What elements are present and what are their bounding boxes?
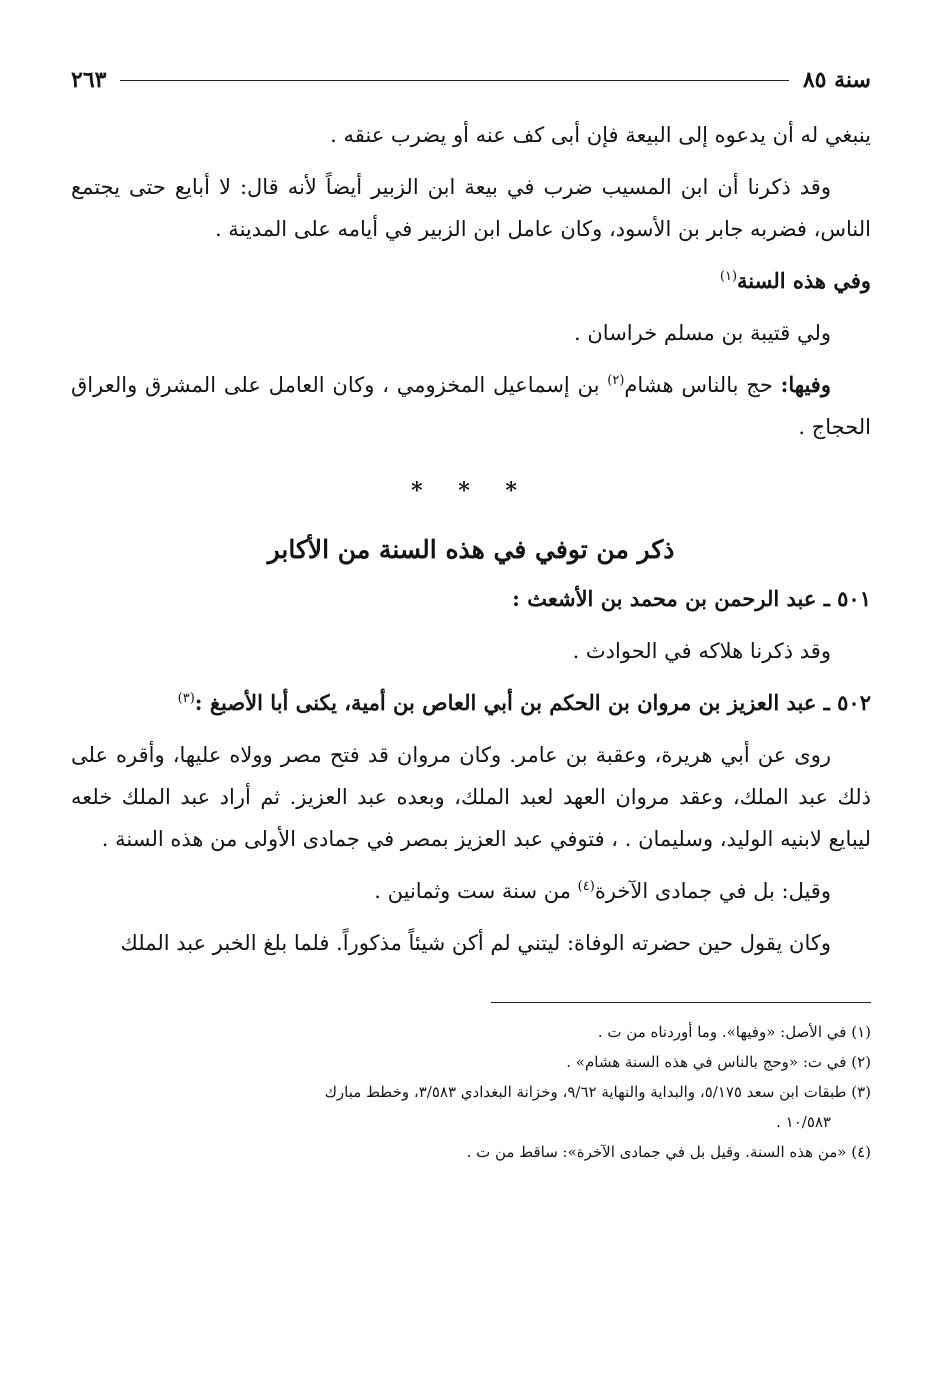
body-text xyxy=(71,114,871,964)
book-page xyxy=(71,60,871,1167)
entry-502-title: ٥٠٢ ـ عبد العزيز بن مروان بن الحكم بن أبي العاص بن أمية، يكنى أبا الأصبغ : xyxy=(194,690,871,715)
entry-502-heading xyxy=(71,682,871,724)
footnotes xyxy=(71,1002,871,1167)
footnote-1: (١) في الأصل: «وفيها». وما أوردناه من ت . xyxy=(597,1023,871,1041)
header-rule xyxy=(120,80,788,81)
footnote-3 xyxy=(71,1077,871,1137)
entry-502-paragraph-1: روى عن أبي هريرة، وعقبة بن عامر. وكان مروان قد فتح مصر وولاه عليها، وأقره على ذلك عبد الملك، وعقد مروان العهد لعبد الملك، وبعده عبد العزيز. ثم أراد عبد الملك خلعه ليبايع لابنيه الوليد، وسليمان . ، فتوفي عبد العزيز بمصر في جمادى الأولى من هذه السنة . xyxy=(71,743,871,851)
running-header xyxy=(71,60,871,100)
paragraph-3 xyxy=(71,260,871,302)
footnote-3-continuation: ١٠/٥٨٣ . xyxy=(776,1113,831,1131)
entry-502-paragraph-2 xyxy=(71,870,871,912)
paragraph-4: ولي قتيبة بن مسلم خراسان . xyxy=(574,321,831,345)
paragraph-1: ينبغي له أن يدعوه إلى البيعة فإن أبى كف عنه أو يضرب عنقه . xyxy=(330,123,871,147)
footnote-ref-3: (٣) xyxy=(177,691,195,706)
footnote-ref-1: (١) xyxy=(719,269,738,284)
entry-501-title: ٥٠١ ـ عبد الرحمن بن محمد بن الأشعث : xyxy=(512,586,871,611)
footnote-ref-2: (٢) xyxy=(607,373,625,388)
footnote-2: (٢) في ت: «وحج بالناس في هذه السنة هشام» . xyxy=(566,1053,871,1071)
paragraph-5-label: وفيها: xyxy=(780,372,831,397)
section-title: ذكر من توفي في هذه السنة من الأكابر xyxy=(267,535,675,564)
section-separator-stars: * * * xyxy=(411,478,531,504)
year-label: سنة ٨٥ xyxy=(802,67,871,93)
paragraph-2: وقد ذكرنا أن ابن المسيب ضرب في بيعة ابن الزبير أيضاً لأنه قال: لا أبايع حتى يجتمع الناس، فضربه جابر بن الأسود، وكان عامل ابن الزبير في أيامه على المدينة . xyxy=(71,175,871,241)
footnote-3-text: (٣) طبقات ابن سعد ٥/١٧٥، والبداية والنهاية ٩/٦٢، وخزانة البغدادي ٣/٥٨٣، وخطط مبارك xyxy=(324,1083,871,1101)
entry-502-paragraph-3: وكان يقول حين حضرته الوفاة: ليتني لم أكن شيئاً مذكوراً. فلما بلغ الخبر عبد الملك xyxy=(120,931,831,955)
footnote-4: (٤) «من هذه السنة. وقيل بل في جمادى الآخرة»: ساقط من ت . xyxy=(466,1143,871,1161)
entry-501-text: وقد ذكرنا هلاكه في الحوادث . xyxy=(572,639,831,663)
footnote-rule xyxy=(491,1002,871,1003)
page-number: ٢٦٣ xyxy=(71,67,107,93)
paragraph-5-text-a: حج بالناس هشام xyxy=(624,373,781,397)
footnote-ref-4: (٤) xyxy=(577,879,595,894)
entry-502-paragraph-2-b: من سنة ست وثمانين . xyxy=(374,879,578,903)
paragraph-5-text-b: بن إسماعيل المخزومي ، وكان العامل على المشرق والعراق الحجاج . xyxy=(71,373,871,439)
entry-502-paragraph-2-a: وقيل: بل في جمادى الآخرة xyxy=(594,879,831,903)
paragraph-3-label: وفي هذه السنة xyxy=(737,268,871,293)
paragraph-5 xyxy=(71,364,871,448)
